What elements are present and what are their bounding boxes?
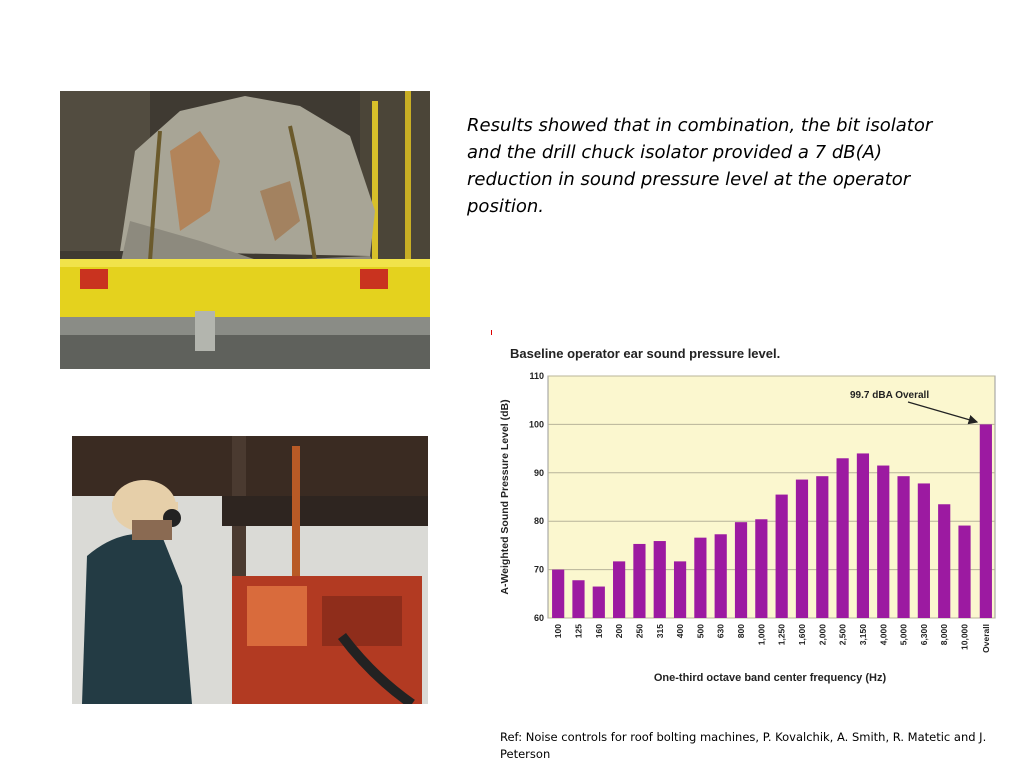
x-tick-labels xyxy=(553,624,991,653)
bar-630 xyxy=(715,534,727,618)
x-tick-label: 1,000 xyxy=(756,624,767,646)
chart-title: Baseline operator ear sound pressure level. xyxy=(510,346,781,361)
bar-2,000 xyxy=(816,476,828,618)
x-tick-label: 6,300 xyxy=(918,624,929,646)
bar-200 xyxy=(613,561,625,618)
x-tick-label: 1,250 xyxy=(776,624,787,646)
bar-125 xyxy=(572,580,584,618)
x-tick-label: 8,000 xyxy=(939,624,950,646)
y-tick-label: 110 xyxy=(529,371,544,381)
y-tick-labels xyxy=(529,371,544,623)
x-tick-label: 500 xyxy=(695,624,706,639)
y-tick-label: 70 xyxy=(533,564,544,575)
x-tick-label: 800 xyxy=(736,624,747,639)
x-tick-label: 125 xyxy=(573,624,584,639)
y-tick-label: 60 xyxy=(533,613,544,623)
bar-5,000 xyxy=(897,476,909,618)
bar-2,500 xyxy=(837,458,849,618)
bar-3,150 xyxy=(857,453,869,618)
x-tick-label: 3,150 xyxy=(857,624,868,646)
x-tick-label: 400 xyxy=(675,624,686,639)
bar-100 xyxy=(552,570,564,618)
y-tick-label: 100 xyxy=(528,419,544,430)
x-tick-label: 10,000 xyxy=(959,624,970,650)
x-tick-label: 250 xyxy=(634,624,645,639)
x-tick-label: 630 xyxy=(715,624,726,639)
x-tick-label: 2,500 xyxy=(837,624,848,646)
overall-annotation: 99.7 dBA Overall xyxy=(850,390,930,401)
bar-1,600 xyxy=(796,480,808,618)
bar-315 xyxy=(654,541,666,618)
bar-1,000 xyxy=(755,519,767,618)
bar-1,250 xyxy=(776,495,788,618)
bar-8,000 xyxy=(938,504,950,618)
x-tick-label: 4,000 xyxy=(878,624,889,646)
y-tick-label: 80 xyxy=(533,516,544,527)
bar-4,000 xyxy=(877,466,889,618)
reference-note: Ref: Noise controls for roof bolting machines, P. Kovalchik, A. Smith, R. Matetic and J. Peterson xyxy=(500,730,987,761)
x-tick-label: 5,000 xyxy=(898,624,909,646)
x-tick-label: 2,000 xyxy=(817,624,828,646)
x-tick-label: Overall xyxy=(980,624,991,653)
x-tick-label: 200 xyxy=(614,624,625,639)
results-caption: Results showed that in combination, the bit isolator and the drill chuck isolator provided a 7 dB(A) reduction in sound pressure level at the operator position. xyxy=(467,115,933,217)
x-tick-label: 100 xyxy=(553,624,564,639)
bar-800 xyxy=(735,522,747,618)
sound-pressure-bar-chart xyxy=(490,330,1010,690)
bar-160 xyxy=(593,587,605,618)
y-axis-label: A-Weighted Sound Pressure Level (dB) xyxy=(499,399,511,595)
bar-500 xyxy=(694,538,706,618)
bar-400 xyxy=(674,561,686,618)
x-tick-label: 315 xyxy=(654,624,665,639)
rock-test-fixture-photo xyxy=(60,91,430,369)
x-axis-label: One-third octave band center frequency (Hz) xyxy=(653,672,887,684)
y-tick-label: 90 xyxy=(533,467,544,478)
bar-Overall xyxy=(980,424,992,618)
bar-6,300 xyxy=(918,483,930,618)
operator-at-roof-bolter-photo xyxy=(72,436,428,704)
bar-10,000 xyxy=(958,526,970,618)
bar-250 xyxy=(633,544,645,618)
x-tick-label: 160 xyxy=(593,624,604,639)
x-tick-label: 1,600 xyxy=(796,624,807,646)
